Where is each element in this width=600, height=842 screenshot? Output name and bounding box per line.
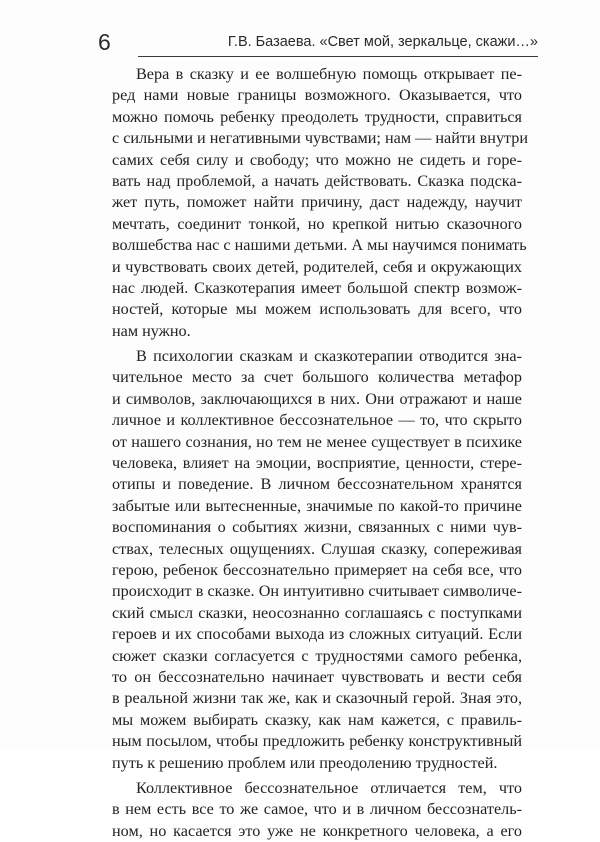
text-line: отипы и поведение. В личном бессознательном хранятся bbox=[112, 475, 522, 494]
text-line: воспоминания о событиях жизни, связанных с ними чув- bbox=[112, 518, 522, 537]
text-line: герою, ребенок бессознательно примеряет на себя все, что bbox=[112, 560, 522, 579]
text-line: Вера в сказку и ее волшебную помощь открывает пе- bbox=[136, 65, 522, 83]
text-line: В психологии сказкам и сказкотерапии отводится зна- bbox=[136, 347, 522, 366]
text-line: в нем есть все то же самое, что и в личном бессознатель- bbox=[112, 800, 522, 819]
page-number: 6 bbox=[98, 29, 111, 55]
text-line: нам нужно. bbox=[112, 321, 191, 340]
paragraph bbox=[112, 346, 522, 774]
body-text bbox=[112, 64, 529, 842]
text-line: самих себя силу и свободу; что можно не сидеть и горе- bbox=[112, 150, 522, 169]
text-line: с сильными и негативными чувствами; нам — найти внутри bbox=[112, 129, 529, 148]
text-line: то он бессознательно начинает чувствовать и вести себя bbox=[112, 667, 522, 686]
text-line: путь к решению проблем или преодолению трудностей. bbox=[112, 753, 498, 772]
text-line: от нашего сознания, но тем не менее существует в психике bbox=[112, 432, 522, 451]
text-line: происходит в сказке. Он интуитивно считывает символиче- bbox=[112, 582, 522, 601]
text-line: ред нами новые границы возможного. Оказывается, что bbox=[112, 86, 522, 105]
page-header bbox=[98, 28, 538, 58]
text-line: ствах, телесных ощущениях. Слушая сказку, сопереживая bbox=[112, 539, 522, 558]
text-line: волшебства нас с нашими детьми. А мы научимся понимать bbox=[112, 236, 527, 255]
text-line: мечтать, соединит тонкой, но крепкой нитью сказочного bbox=[112, 214, 522, 233]
paragraph bbox=[112, 778, 522, 842]
text-line: личное и коллективное бессознательное — то, что скрыто bbox=[112, 411, 522, 430]
text-line: ном, но касается это уже не конкретного человека, а его bbox=[112, 821, 522, 840]
text-line: ский смысл сказки, неосознанно соглашаясь с поступками bbox=[112, 603, 522, 622]
text-line: Коллективное бессознательное отличается тем, что bbox=[136, 778, 522, 797]
text-line: жет путь, поможет найти причину, даст надежду, научит bbox=[112, 193, 522, 212]
text-line: забытые или вытесненные, значимые по какой-то причине bbox=[112, 496, 522, 515]
text-line: сюжет сказки согласуется с трудностями самого ребенка, bbox=[112, 646, 522, 665]
text-line: мы можем выбирать сказку, как нам кажется, с правиль- bbox=[112, 710, 522, 729]
running-title: Г.В. Базаева. «Свет мой, зеркальце, скажи…» bbox=[227, 34, 538, 50]
text-line: чительное место за счет большого количества метафор bbox=[112, 368, 522, 387]
text-line: ностей, которые мы можем использовать для всего, что bbox=[112, 300, 522, 319]
text-line: вать над проблемой, а начать действовать. Сказка подска- bbox=[112, 171, 522, 190]
paragraph bbox=[112, 64, 529, 342]
text-line: ным посылом, чтобы предложить ребенку конструктивный bbox=[112, 732, 522, 751]
text-line: в реальной жизни так же, как и сказочный герой. Зная это, bbox=[112, 689, 522, 708]
text-line: нас людей. Сказкотерапия имеет большой спектр возмож- bbox=[112, 278, 522, 297]
text-line: и чувствовать своих детей, родителей, себя и окружающих bbox=[112, 257, 522, 276]
text-line: человека, влияет на эмоции, восприятие, ценности, стере- bbox=[112, 454, 522, 473]
text-line: героев и их способами выхода из сложных ситуаций. Если bbox=[112, 625, 522, 644]
header-rule bbox=[138, 56, 538, 57]
text-line: можно помочь ребенку преодолеть трудности, справиться bbox=[112, 107, 522, 126]
text-line: и символов, заключающихся в них. Они отражают и наше bbox=[112, 389, 522, 408]
